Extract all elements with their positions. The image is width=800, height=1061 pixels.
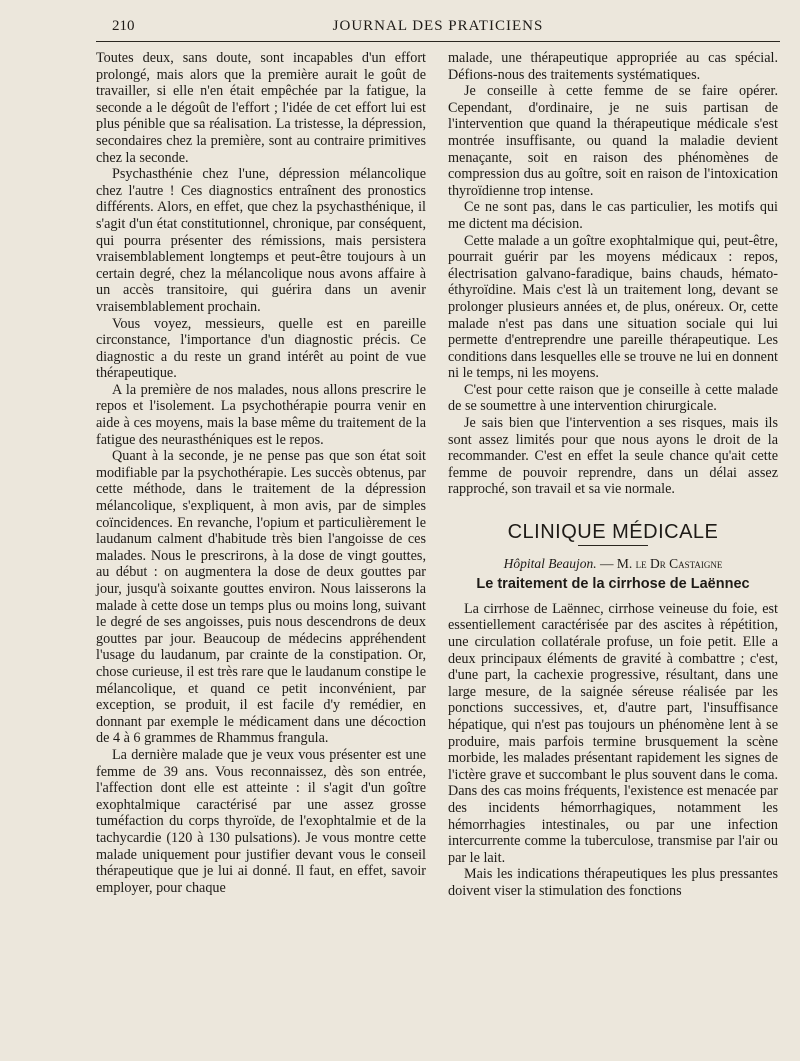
paragraph: La dernière malade que je veux vous présenter est une femme de 39 ans. Vous reconnaissez, dès son entrée, l'affection dont elle est atteinte : il s'agit d'un goître exophtalmique caractérisé par une assez grosse tuméfaction du corps thyroïde, de l'exophtalmie et de la tachycardie (120 à 130 pulsations). Je vous montre cette malade uniquement pour justifier devant vous le conseil thérapeutique que je lui ai donné. Il faut, en effet, savoir employer, pour chaque (96, 746, 426, 896)
paragraph: Psychasthénie chez l'une, dépression mélancolique chez l'autre ! Ces diagnostics entraînent des pronostics différents. Alors, en effet, que chez la psychasthénique, il s'agit d'un état constitutionnel, chronique, par conséquent, qui pourra présenter des rémissions, mais persistera vraisemblablement longtemps et peut-être toujours à un certain degré, chez la mélancolique nous avons affaire à un accès transitoire, qui guérira dans un avenir vraisemblablement prochain. (96, 166, 426, 315)
header-rule (96, 41, 780, 42)
paragraph: Quant à la seconde, je ne pense pas que son état soit modifiable par la psychothérapie. Les succès obtenus, par cette méthode, dans le traitement de la dépression mélancolique, s'expliquent, à mon avis, par de simples coïncidences. En revanche, l'opium et particulièrement le laudanum calment d'habitude très bien l'angoisse de ces malades. Nous le prescrirons, à la dose de vingt gouttes, au début : on augmentera la dose de deux gouttes par jour, jusqu'à soixante gouttes environ. Nous laisserons la malade à cette dose un temps plus ou moins long, suivant le degré de ses angoisses, puis nous descendrons de deux gouttes par jour. Beaucoup de médecins appréhendent l'usage du laudanum, par crainte de la constipation. Or, chose curieuse, il est très rare que le laudanum constipe le mélancolique, et quand ce petit inconvénient, par exception, se produit, il est facile d'y remédier, en donnant par exemple le médicament dans une décoction de 4 à 6 grammes de Rhammus frangula. (96, 448, 426, 747)
paragraph: Je conseille à cette femme de se faire opérer. Cependant, d'ordinaire, je ne suis partisan de l'intervention que quand la thérapeutique médicale s'est montrée insuffisante, ou quand la maladie devient menaçante, soit en raison des phénomènes de compression dus au goître, soit en raison de l'intoxication thyroïdienne trop intense. (448, 83, 778, 199)
paragraph: Je sais bien que l'intervention a ses risques, mais ils sont assez limités pour que nous ayons le droit de la recommander. C'est en effet la seule chance qu'ait cette femme de pouvoir reprendre, dans un délai assez rapproché, son travail et sa vie normale. (448, 415, 778, 498)
byline (448, 556, 778, 573)
paragraph: C'est pour cette raison que je conseille à cette malade de se soumettre à une intervention chirurgicale. (448, 381, 778, 415)
journal-title: JOURNAL DES PRATICIENS (332, 18, 544, 34)
hospital-name: Hôpital Beaujon. (503, 555, 597, 571)
paragraph: malade, une thérapeutique appropriée au cas spécial. Défions-nous des traitements systématiques. (448, 50, 778, 83)
paragraph: Mais les indications thérapeutiques les plus pressantes doivent viser la stimulation des fonctions (448, 866, 778, 899)
paragraph: Cette malade a un goître exophtalmique qui, peut-être, pourrait guérir par les moyens médicaux : repos, électrisation galvano-faradique, bains chauds, hémato-éthyroïdine. Mais c'est là un traitement long, devant se prolonger plusieurs années et, de plus, onéreux. Or, cette malade n'est pas dans une situation sociale qui lui permette d'entreprendre une pareille thérapeutique. Les conditions dans lesquelles elle se trouve ne lui en donnent ni le temps, ni les moyens. (448, 232, 778, 382)
section-title: CLINIQUE MÉDICALE (507, 521, 719, 544)
paragraph: A la première de nos malades, nous allons prescrire le repos et l'isolement. La psychothérapie pourra venir en aide à ces moyens, mais la base même du traitement de la fatigue des neurasthéniques est le repos. (96, 381, 426, 448)
page-number: 210 (112, 18, 135, 34)
page-header (96, 14, 780, 40)
paragraph: Toutes deux, sans doute, sont incapables d'un effort prolongé, mais alors que la première aurait le goût de travailler, si elle n'en était empêchée par la fatigue, la seconde a le dégoût de l'effort ; l'idée de cet effort lui est plus pénible que sa réalisation. La tristesse, la dépression, secondaires chez la première, sont au contraire primitives chez la seconde. (96, 50, 426, 166)
paragraph: Vous voyez, messieurs, quelle est en pareille circonstance, l'importance d'un diagnostic précis. Ce diagnostic a du reste un grand intérêt au point de vue thérapeutique. (96, 315, 426, 382)
author-name: — M. le Dr Castaigne (599, 555, 723, 571)
left-column (96, 50, 426, 896)
article-title: Le traitement de la cirrhose de Laënnec (476, 576, 750, 593)
paragraph: La cirrhose de Laënnec, cirrhose veineuse du foie, est essentiellement caractérisée par des ascites à répétition, une circulation collatérale profuse, un foie petit. Elle a deux principaux éléments de gravité à combattre ; c'est, d'une part, la cachexie progressive, résultant, dans une large mesure, de la saignée séreuse réalisée par les ponctions successives, et, d'autre part, l'insuffisance hépatique, qui n'est pas toujours un phénomène lent à se produire, mais parfois termine brusquement la scène morbide, les malades présentant rapidement les signes de l'ictère grave et succombant le plus souvent dans le coma. Dans des cas moins fréquents, l'existence est menacée par des incidents hémorrhagiques, notamment les hémorrhagies intestinales, ou par une infection intercurrente comme la tuberculose, transmise par l'air ou par le lait. (448, 600, 778, 866)
section-rule (578, 545, 648, 546)
right-column (448, 50, 778, 900)
paragraph: Ce ne sont pas, dans le cas particulier, les motifs qui me dictent ma décision. (448, 199, 778, 232)
